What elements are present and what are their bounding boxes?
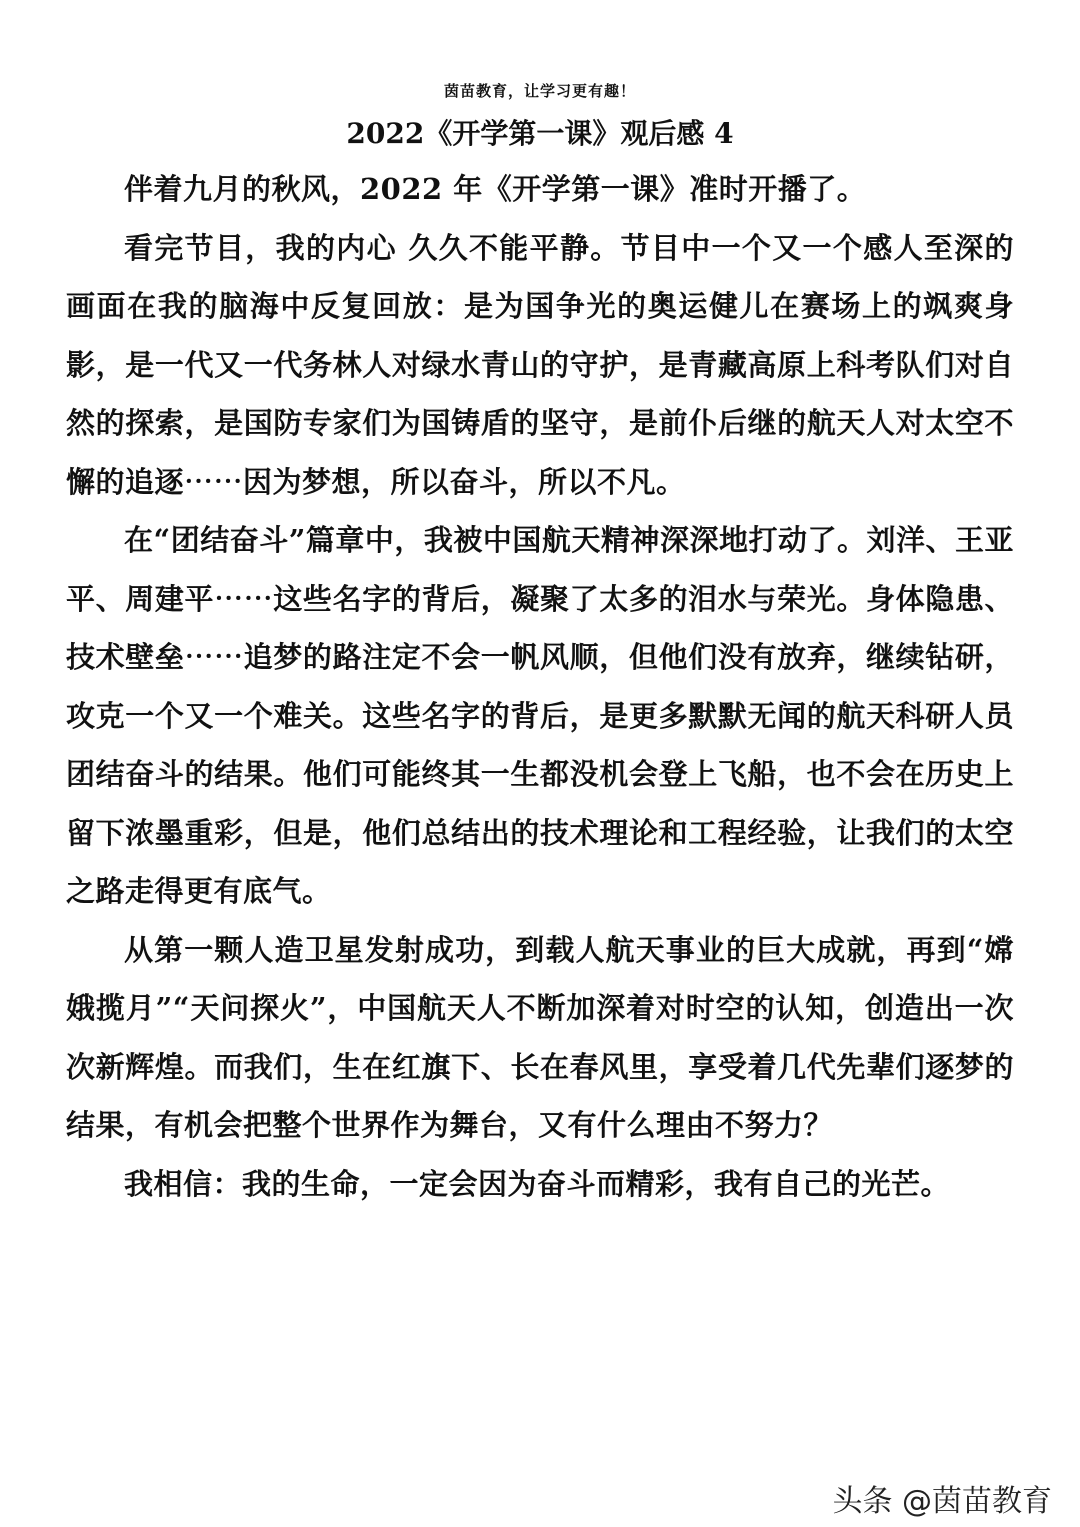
page-header-tagline: 茵苗教育，让学习更有趣！ [443,82,636,100]
paragraph-1: 伴着九月的秋风，2022 年《开学第一课》准时开播了。 [124,172,867,206]
paragraph-5: 我相信：我的生命，一定会因为奋斗而精彩，我有自己的光芒。 [124,1166,951,1201]
paragraph-2: 看完节目，我的内心 久久不能平静。节目中一个又一个感人至深的画面在我的脑海中反复回放：是为国争光的奥运健儿在赛场上的飒爽身影，是一代又一代务林人对绿水青山的守护，是青藏高原上科考队们对自然的探索，是国防专家们为国铸盾的坚守，是前仆后继的航天人对太空不懈的追逐⋯⋯因为梦想，所以奋斗，所以不凡。 [66,230,1014,499]
document-title: 2022《开学第一课》观后感 4 [346,117,734,150]
paragraph-3: 在“团结奋斗”篇章中，我被中国航天精神深深地打动了。刘洋、王亚平、周建平⋯⋯这些名字的背后，凝聚了太多的泪水与荣光。身体隐患、技术壁垒⋯⋯追梦的路注定不会一帆风顺，但他们没有放弃，继续钻研，攻克一个又一个难关。这些名字的背后，是更多默默无闻的航天科研人员团结奋斗的结果。他们可能终其一生都没机会登上飞船，也不会在历史上留下浓墨重彩，但是，他们总结出的技术理论和工程经验，让我们的太空之路走得更有底气。 [66,523,1014,908]
document-body [66,160,1014,1213]
watermark-text: 头条 @茵苗教育 [832,1484,1052,1519]
paragraph-4: 从第一颗人造卫星发射成功，到载人航天事业的巨大成就，再到“嫦娥揽月”“天问探火”，中国航天人不断加深着对时空的认知，创造出一次次新辉煌。而我们，生在红旗下、长在春风里，享受着几代先辈们逐梦的结果，有机会把整个世界作为舞台，又有什么理由不努力？ [66,932,1014,1142]
